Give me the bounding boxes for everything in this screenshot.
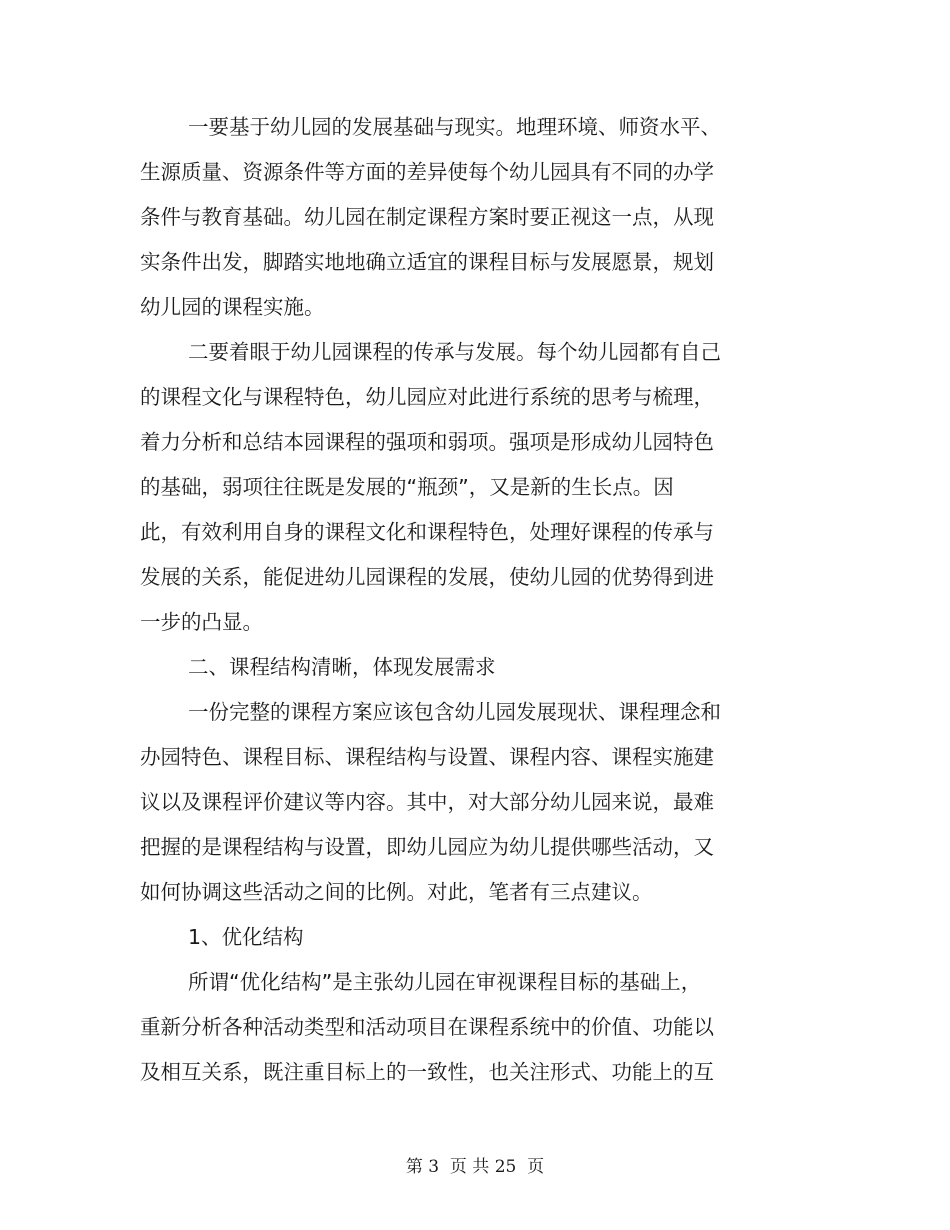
paragraph-line: 的基础，弱项往往既是发展的“瓶颈”，又是新的生长点。因 (140, 475, 674, 499)
page-number-footer: 第 3 页 共 25 页 (405, 1157, 545, 1177)
paragraph-line: 实条件出发，脚踏实地地确立适宜的课程目标与发展愿景，规划 (140, 250, 714, 274)
paragraph-line: 一步的凸显。 (140, 610, 263, 634)
paragraph-line: 条件与教育基础。幼儿园在制定课程方案时要正视这一点，从现 (140, 205, 714, 229)
paragraph-line: 如何协调这些活动之间的比例。对此，笔者有三点建议。 (140, 880, 653, 904)
paragraph-line: 办园特色、课程目标、课程结构与设置、课程内容、课程实施建 (140, 745, 714, 769)
section-heading: 二、课程结构清晰，体现发展需求 (188, 655, 496, 679)
paragraph-line: 一要基于幼儿园的发展基础与现实。地理环境、师资水平、 (188, 115, 721, 139)
paragraph-line: 一份完整的课程方案应该包含幼儿园发展现状、课程理念和 (188, 700, 721, 724)
paragraph-line: 此，有效利用自身的课程文化和课程特色，处理好课程的传承与 (140, 520, 714, 544)
paragraph-line: 生源质量、资源条件等方面的差异使每个幼儿园具有不同的办学 (140, 160, 714, 184)
paragraph-line: 所谓“优化结构”是主张幼儿园在审视课程目标的基础上， (188, 970, 702, 994)
paragraph-line: 议以及课程评价建议等内容。其中，对大部分幼儿园来说，最难 (140, 790, 714, 814)
paragraph-line: 重新分析各种活动类型和活动项目在课程系统中的价值、功能以 (140, 1015, 714, 1039)
subsection-heading: 1、优化结构 (188, 925, 304, 949)
paragraph-line: 二要着眼于幼儿园课程的传承与发展。每个幼儿园都有自己 (188, 340, 721, 364)
paragraph-line: 及相互关系，既注重目标上的一致性，也关注形式、功能上的互 (140, 1060, 714, 1084)
paragraph-line: 着力分析和总结本园课程的强项和弱项。强项是形成幼儿园特色 (140, 430, 714, 454)
paragraph-line: 把握的是课程结构与设置，即幼儿园应为幼儿提供哪些活动，又 (140, 835, 714, 859)
paragraph-line: 幼儿园的课程实施。 (140, 295, 325, 319)
paragraph-line: 的课程文化与课程特色，幼儿园应对此进行系统的思考与梳理， (140, 385, 714, 409)
paragraph-line: 发展的关系，能促进幼儿园课程的发展，使幼儿园的优势得到进 (140, 565, 714, 589)
